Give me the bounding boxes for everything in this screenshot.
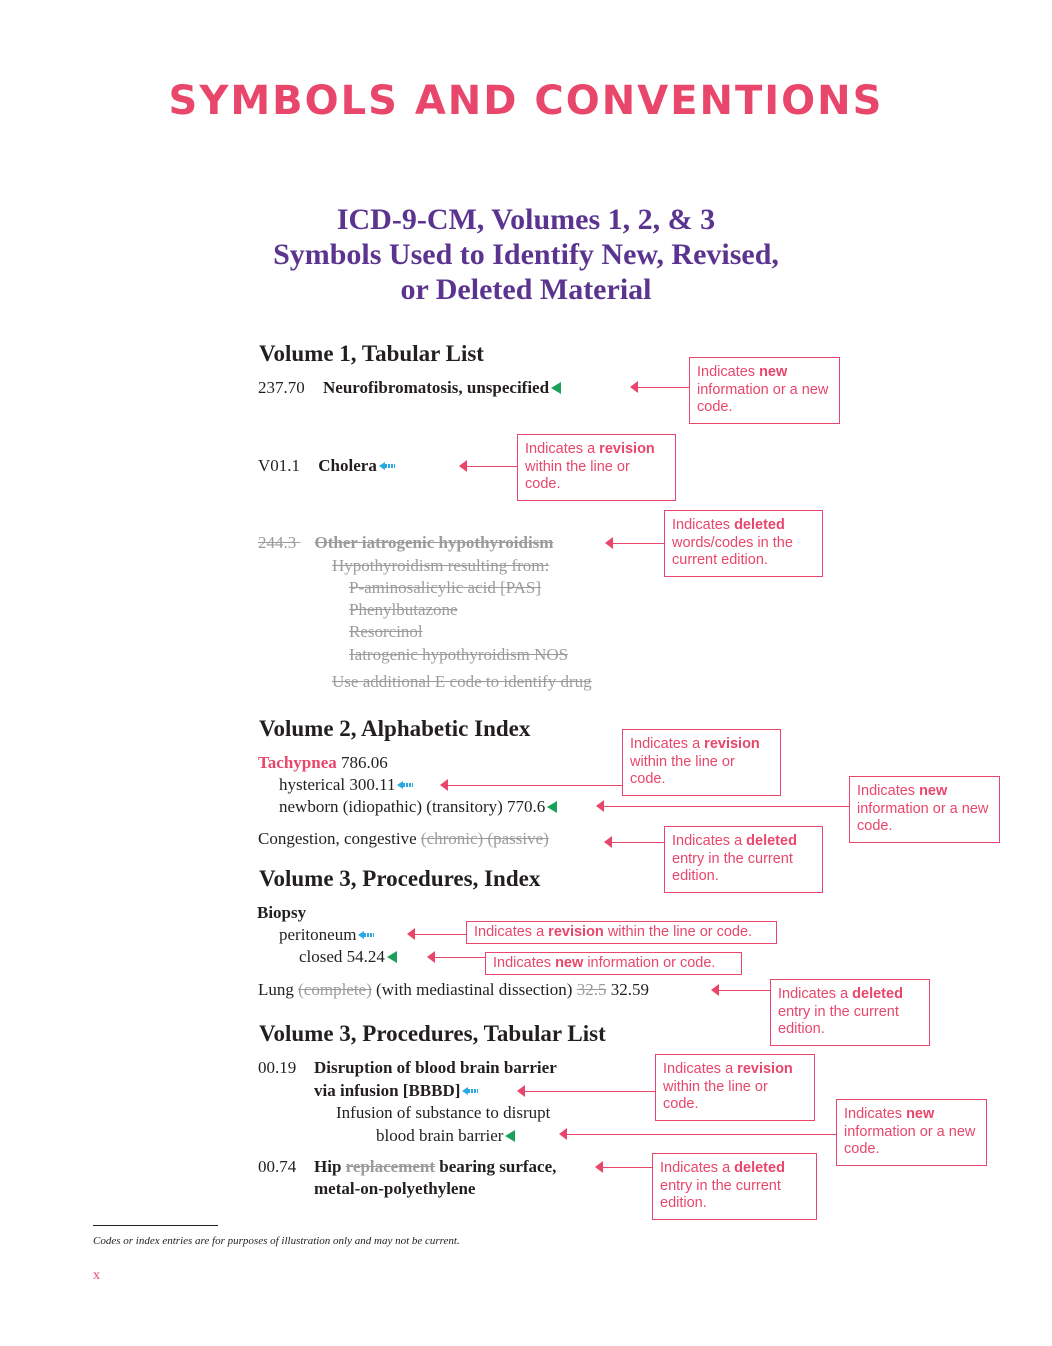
deleted-sub-line: Iatrogenic hypothyroidism NOS: [349, 645, 569, 664]
subtitle-line-2: Symbols Used to Identify New, Revised,: [273, 238, 779, 271]
callout-arrow-icon: [595, 1161, 603, 1173]
index-code: 786.06: [340, 753, 388, 772]
deleted-sub-line: Use additional E code to identify drug: [332, 672, 592, 691]
subtitle-line-1: ICD-9-CM, Volumes 1, 2, & 3: [336, 203, 716, 236]
new-marker-icon: [505, 1130, 515, 1142]
vol3-index-sub-2: closed 54.24: [299, 947, 397, 967]
deleted-text: (complete): [298, 980, 372, 999]
new-marker-icon: [387, 951, 397, 963]
entry-code: 237.70: [258, 378, 305, 397]
deleted-sub-line: Phenylbutazone: [349, 600, 458, 619]
page-title: SYMBOLS AND CONVENTIONS: [168, 78, 884, 124]
callout-arrow-icon: [517, 1085, 525, 1097]
footnote-rule: [93, 1225, 218, 1226]
callout-arrow-icon: [630, 381, 638, 393]
vol3-tab-sub-1: Infusion of substance to disrupt: [336, 1103, 551, 1122]
callout-line: [719, 990, 770, 991]
new-marker-icon: [551, 382, 561, 394]
deleted-text: replacement: [345, 1157, 436, 1176]
callout-line: [415, 934, 466, 935]
vol1-entry-1: [258, 378, 561, 398]
deleted-code: 32.5: [576, 980, 607, 999]
index-term: Tachypnea: [258, 753, 337, 772]
callout-revision: Indicates a revision within the line or code.: [517, 434, 676, 501]
footnote: Codes or index entries are for purposes of illustration only and may not be current.: [93, 1235, 460, 1247]
callout-arrow-icon: [605, 537, 613, 549]
subtitle: [0, 202, 1052, 307]
vol2-congestion: Congestion, congestive (chronic) (passive): [258, 829, 549, 848]
page-number: x: [93, 1268, 100, 1283]
entry-code: 244.3: [258, 533, 297, 552]
callout-deleted: Indicates a deleted entry in the current edition.: [770, 979, 930, 1046]
subtitle-line-3: or Deleted Material: [400, 273, 652, 306]
callout-line: [613, 543, 664, 544]
callout-deleted: Indicates a deleted entry in the current edition.: [664, 826, 823, 893]
section-heading-vol1: Volume 1, Tabular List: [259, 341, 484, 366]
vol3-tab-entry-2-line-1: Hip replacement bearing surface,: [314, 1157, 557, 1176]
revision-marker-icon: [397, 781, 413, 789]
vol2-term: [258, 753, 388, 773]
vol3-tab-entry-1-line-2: via infusion [BBBD]: [314, 1081, 478, 1101]
vol2-sub-2: newborn (idiopathic) (transitory) 770.6: [279, 797, 557, 817]
entry-code: V01.1: [258, 456, 301, 475]
deleted-sub-line: P-aminosalicylic acid [PAS]: [349, 578, 542, 597]
section-heading-vol2: Volume 2, Alphabetic Index: [259, 716, 531, 741]
callout-arrow-icon: [604, 836, 612, 848]
callout-arrow-icon: [711, 984, 719, 996]
callout-arrow-icon: [440, 779, 448, 791]
callout-deleted: Indicates deleted words/codes in the current edition.: [664, 510, 823, 577]
deleted-sub-line: Hypothyroidism resulting from:: [332, 556, 550, 575]
callout-line: [567, 1134, 836, 1135]
entry-text: Cholera: [318, 456, 377, 475]
callout-line: [638, 387, 689, 388]
callout-line: [612, 842, 664, 843]
callout-line: [467, 466, 517, 467]
callout-deleted: Indicates a deleted entry in the current edition.: [652, 1153, 817, 1220]
callout-arrow-icon: [596, 800, 604, 812]
callout-arrow-icon: [427, 951, 435, 963]
vol3-tab-entry-1-code: 00.19: [258, 1058, 297, 1077]
callout-line: [435, 957, 485, 958]
section-heading-vol3-tabular: Volume 3, Procedures, Tabular List: [259, 1021, 606, 1046]
vol3-index-term: Biopsy: [257, 903, 307, 922]
callout-arrow-icon: [559, 1128, 567, 1140]
entry-text: Neurofibromatosis, unspecified: [323, 378, 550, 397]
deleted-sub-line: Resorcinol: [349, 622, 423, 641]
callout-revision: Indicates a revision within the line or code.: [622, 729, 781, 796]
revision-marker-icon: [379, 462, 395, 470]
callout-arrow-icon: [459, 460, 467, 472]
new-marker-icon: [547, 801, 557, 813]
vol3-tab-entry-2-code: 00.74: [258, 1157, 297, 1176]
vol1-entry-2: [258, 456, 395, 476]
vol3-index-lung: Lung (complete) (with mediastinal dissection) 32.5 32.59: [258, 980, 649, 999]
callout-revision: Indicates a revision within the line or code.: [655, 1054, 815, 1121]
entry-text: Other iatrogenic hypothyroidism: [314, 533, 554, 552]
callout-line: [603, 1167, 652, 1168]
callout-new: Indicates new information or a new code.: [849, 776, 1000, 843]
deleted-text: (chronic) (passive): [420, 829, 549, 848]
callout-revision: Indicates a revision within the line or code.: [466, 921, 777, 944]
callout-new: Indicates new information or code.: [485, 952, 742, 975]
vol3-tab-entry-2-line-2: metal-on-polyethylene: [314, 1179, 476, 1198]
vol3-tab-entry-1-line-1: Disruption of blood brain barrier: [314, 1058, 557, 1077]
callout-line: [604, 806, 849, 807]
callout-arrow-icon: [407, 928, 415, 940]
callout-new: Indicates new information or a new code.: [836, 1099, 987, 1166]
vol3-tab-sub-2: blood brain barrier: [376, 1126, 515, 1146]
revision-marker-icon: [358, 931, 374, 939]
callout-line: [448, 785, 622, 786]
callout-line: [525, 1091, 655, 1092]
vol2-sub-1: hysterical 300.11: [279, 775, 413, 795]
vol1-entry-3: [258, 533, 553, 553]
callout-new: Indicates new information or a new code.: [689, 357, 840, 424]
vol3-index-sub-1: peritoneum: [279, 925, 374, 945]
revision-marker-icon: [462, 1087, 478, 1095]
section-heading-vol3-index: Volume 3, Procedures, Index: [259, 866, 541, 891]
